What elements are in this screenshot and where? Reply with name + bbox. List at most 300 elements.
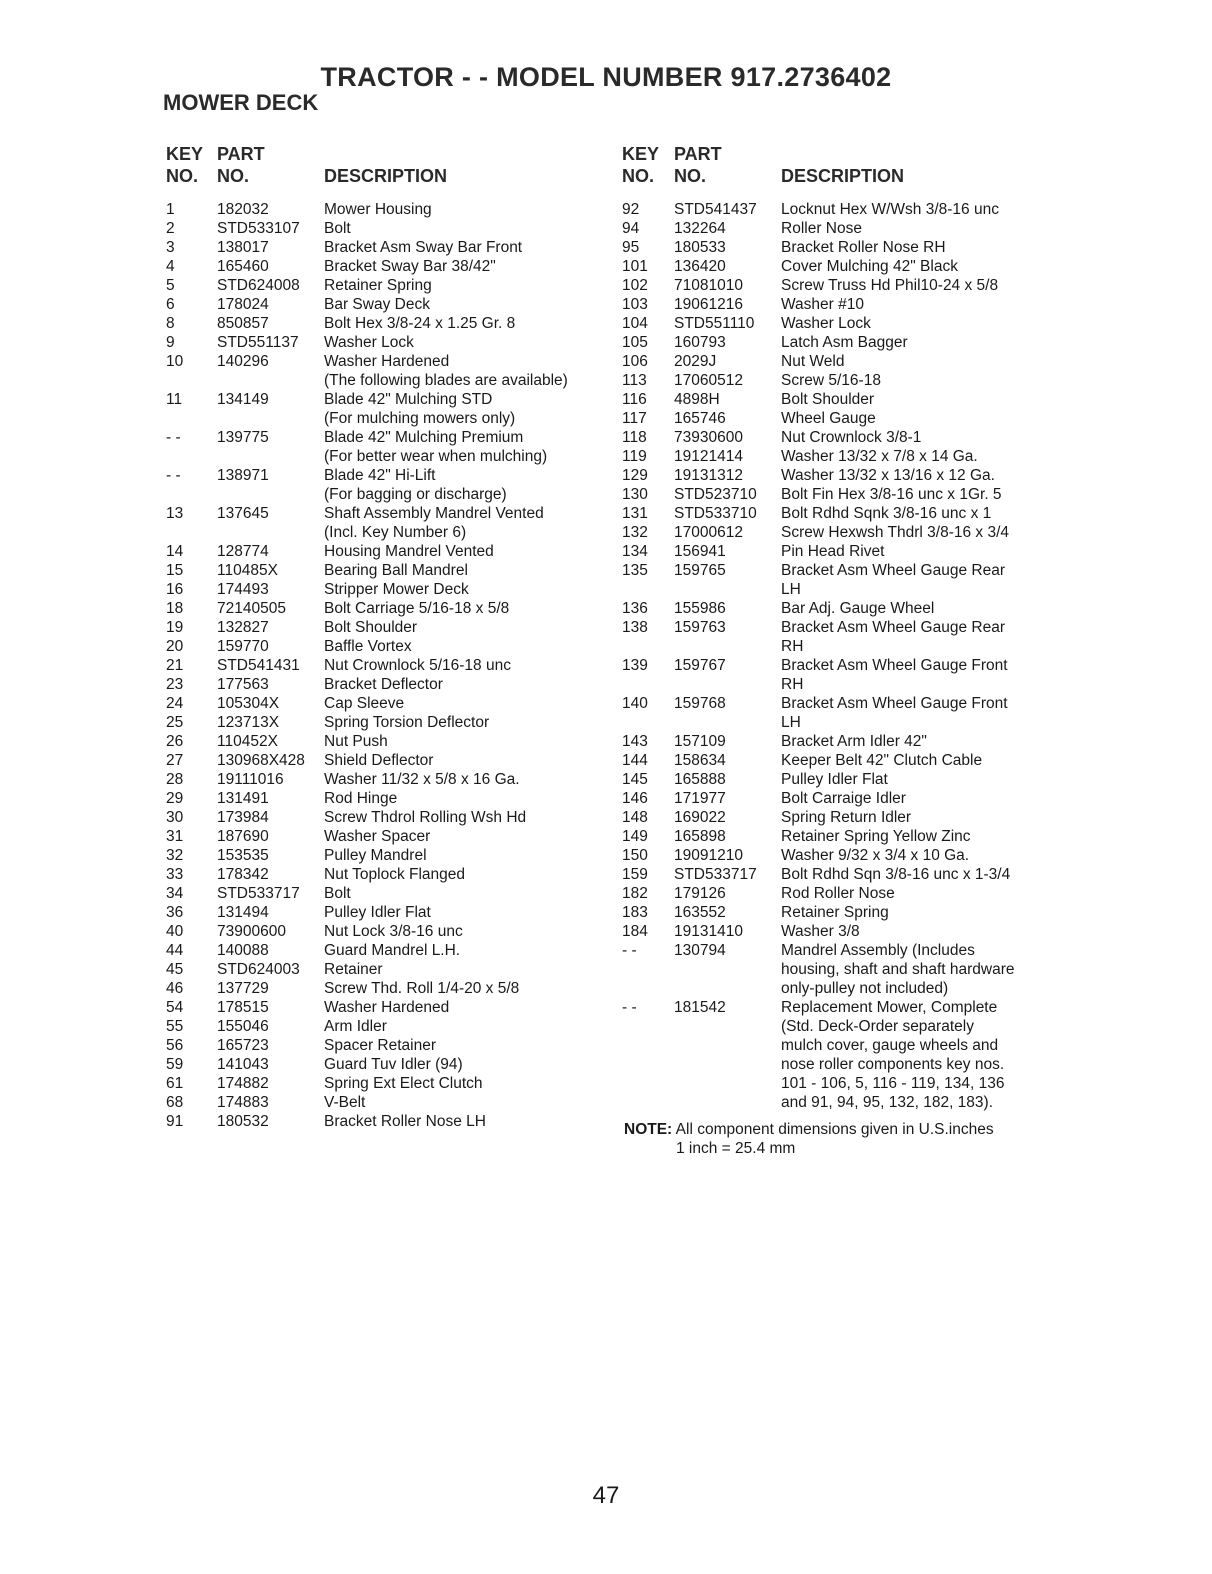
part-description: Arm Idler <box>324 1018 387 1035</box>
key-number: 138 <box>622 619 648 636</box>
key-number: 144 <box>622 752 648 769</box>
part-number: STD541431 <box>217 657 300 674</box>
part-description: housing, shaft and shaft hardware <box>781 961 1015 978</box>
part-description: Bolt <box>324 220 351 237</box>
table-row <box>163 333 613 352</box>
key-number: 8 <box>166 315 175 332</box>
part-description: Washer 9/32 x 3/4 x 10 Ga. <box>781 847 970 864</box>
key-number: - - <box>622 999 637 1016</box>
key-number: 5 <box>166 277 175 294</box>
part-number: 165723 <box>217 1037 269 1054</box>
part-description: Pulley Idler Flat <box>324 904 431 921</box>
header-key: KEY <box>166 144 204 164</box>
part-number: 19121414 <box>674 448 743 465</box>
part-description: Nut Push <box>324 733 388 750</box>
key-number: 31 <box>166 828 184 845</box>
key-number: 16 <box>166 581 184 598</box>
part-number: 4898H <box>674 391 720 408</box>
part-description: Bearing Ball Mandrel <box>324 562 468 579</box>
table-row <box>163 656 613 675</box>
key-number: 45 <box>166 961 184 978</box>
part-number: 178515 <box>217 999 269 1016</box>
key-number: 103 <box>622 296 648 313</box>
part-number: 137645 <box>217 505 269 522</box>
table-row <box>621 960 1051 979</box>
part-number: 19091210 <box>674 847 743 864</box>
part-description: Bracket Asm Wheel Gauge Rear <box>781 619 1005 636</box>
part-number: STD533710 <box>674 505 757 522</box>
key-number: 28 <box>166 771 184 788</box>
table-row <box>621 371 1051 390</box>
table-row <box>621 618 1051 637</box>
table-row <box>621 295 1051 314</box>
table-row <box>163 599 613 618</box>
part-description: Pulley Idler Flat <box>781 771 888 788</box>
table-row <box>621 808 1051 827</box>
part-description: (For bagging or discharge) <box>324 486 507 503</box>
table-row <box>621 542 1051 561</box>
part-number: 138971 <box>217 467 269 484</box>
part-number: 123713X <box>217 714 280 731</box>
table-row <box>621 1036 1051 1055</box>
table-row <box>621 846 1051 865</box>
key-number: 148 <box>622 809 648 826</box>
part-number: 136420 <box>674 258 726 275</box>
part-number: 137729 <box>217 980 269 997</box>
part-number: 171977 <box>674 790 726 807</box>
table-row <box>621 1017 1051 1036</box>
key-number: 102 <box>622 277 648 294</box>
key-number: 3 <box>166 239 175 256</box>
table-row <box>163 789 613 808</box>
part-description: Blade 42" Mulching Premium <box>324 429 524 446</box>
part-number: 165460 <box>217 258 269 275</box>
part-number: 73930600 <box>674 429 743 446</box>
key-number: 34 <box>166 885 184 902</box>
part-description: Bolt Rdhd Sqnk 3/8-16 unc x 1 <box>781 505 992 522</box>
key-number: 44 <box>166 942 184 959</box>
table-row <box>163 295 613 314</box>
dimension-note <box>624 1120 994 1158</box>
table-row <box>621 732 1051 751</box>
key-number: 182 <box>622 885 648 902</box>
table-row <box>163 276 613 295</box>
part-description: Bolt Carraige Idler <box>781 790 906 807</box>
key-number: 11 <box>166 391 183 408</box>
part-description: Bracket Asm Wheel Gauge Front <box>781 695 1008 712</box>
part-description: Washer Hardened <box>324 353 450 370</box>
note-text: All component dimensions given in U.S.inches <box>675 1121 994 1138</box>
key-number: 25 <box>166 714 184 731</box>
part-number: 159767 <box>674 657 726 674</box>
part-number: 169022 <box>674 809 726 826</box>
part-description: Spring Return Idler <box>781 809 912 826</box>
table-row <box>163 732 613 751</box>
part-number: 130794 <box>674 942 726 959</box>
part-description: Mandrel Assembly (Includes <box>781 942 975 959</box>
part-description: Mower Housing <box>324 201 432 218</box>
part-description: Spacer Retainer <box>324 1037 437 1054</box>
part-number: 173984 <box>217 809 269 826</box>
key-number: - - <box>166 429 181 446</box>
part-number: 132827 <box>217 619 269 636</box>
page-number: 47 <box>592 1482 620 1509</box>
part-description: Retainer Spring <box>781 904 889 921</box>
part-description: RH <box>781 638 804 655</box>
table-row <box>163 428 613 447</box>
key-number: 10 <box>166 353 184 370</box>
part-number: 177563 <box>217 676 269 693</box>
table-row <box>163 1036 613 1055</box>
key-number: 14 <box>166 543 184 560</box>
part-number: 73900600 <box>217 923 286 940</box>
table-row <box>621 1055 1051 1074</box>
key-number: 139 <box>622 657 648 674</box>
key-number: 91 <box>166 1113 184 1130</box>
part-number: 158634 <box>674 752 726 769</box>
table-row <box>621 314 1051 333</box>
table-row <box>163 314 613 333</box>
table-row <box>163 865 613 884</box>
table-row <box>621 523 1051 542</box>
key-number: 26 <box>166 733 184 750</box>
table-row <box>621 219 1051 238</box>
part-number: 180533 <box>674 239 726 256</box>
part-description: Bracket Asm Wheel Gauge Rear <box>781 562 1005 579</box>
part-number: 71081010 <box>674 277 743 294</box>
key-number: 135 <box>622 562 648 579</box>
table-row <box>163 466 613 485</box>
table-row <box>163 808 613 827</box>
table-row <box>163 447 613 466</box>
part-number: 174883 <box>217 1094 269 1111</box>
part-description: Retainer Spring Yellow Zinc <box>781 828 971 845</box>
table-row <box>621 922 1051 941</box>
part-description: Pulley Mandrel <box>324 847 427 864</box>
key-number: 30 <box>166 809 184 826</box>
part-description: Bar Sway Deck <box>324 296 430 313</box>
table-row <box>621 561 1051 580</box>
parts-column-right <box>621 144 1051 1112</box>
part-description: Roller Nose <box>781 220 862 237</box>
header-key-no: NO. <box>166 166 199 186</box>
part-description: Blade 42" Mulching STD <box>324 391 493 408</box>
part-number: 179126 <box>674 885 726 902</box>
column-header <box>163 144 613 192</box>
part-description: and 91, 94, 95, 132, 182, 183). <box>781 1094 994 1111</box>
part-description: RH <box>781 676 804 693</box>
table-row <box>621 257 1051 276</box>
part-description: Bracket Asm Sway Bar Front <box>324 239 523 256</box>
key-number: 149 <box>622 828 648 845</box>
part-description: 101 - 106, 5, 116 - 119, 134, 136 <box>781 1075 1005 1092</box>
header-key-no: NO. <box>622 166 655 186</box>
column-header <box>621 144 1051 192</box>
part-number: 110485X <box>217 562 278 579</box>
parts-list-right <box>621 200 1051 1112</box>
table-row <box>621 428 1051 447</box>
part-number: 130968X428 <box>217 752 305 769</box>
key-number: 140 <box>622 695 648 712</box>
part-description: Wheel Gauge <box>781 410 876 427</box>
table-row <box>163 675 613 694</box>
table-row <box>621 238 1051 257</box>
part-number: 180532 <box>217 1113 269 1130</box>
part-number: STD551137 <box>217 334 299 351</box>
part-description: Bolt Carriage 5/16-18 x 5/8 <box>324 600 510 617</box>
key-number: 59 <box>166 1056 184 1073</box>
table-row <box>163 846 613 865</box>
part-description: Replacement Mower, Complete <box>781 999 998 1016</box>
table-row <box>621 789 1051 808</box>
part-number: 155046 <box>217 1018 269 1035</box>
part-number: 187690 <box>217 828 269 845</box>
part-description: Retainer <box>324 961 383 978</box>
table-row <box>621 409 1051 428</box>
key-number: 129 <box>622 467 648 484</box>
table-row <box>621 903 1051 922</box>
part-description: only-pulley not included) <box>781 980 949 997</box>
table-row <box>621 770 1051 789</box>
key-number: 32 <box>166 847 184 864</box>
part-description: Blade 42" Hi-Lift <box>324 467 436 484</box>
key-number: 4 <box>166 258 175 275</box>
table-row <box>621 485 1051 504</box>
part-number: 174493 <box>217 581 269 598</box>
table-row <box>621 998 1051 1017</box>
parts-list-left <box>163 200 613 1131</box>
part-description: Washer 11/32 x 5/8 x 16 Ga. <box>324 771 520 788</box>
table-row <box>163 523 613 542</box>
part-number: 178024 <box>217 296 269 313</box>
table-row <box>621 276 1051 295</box>
table-row <box>163 998 613 1017</box>
part-number: 132264 <box>674 220 726 237</box>
part-description: Cover Mulching 42" Black <box>781 258 958 275</box>
part-description: Spring Ext Elect Clutch <box>324 1075 483 1092</box>
part-number: 153535 <box>217 847 269 864</box>
table-row <box>163 200 613 219</box>
table-row <box>621 884 1051 903</box>
part-number: STD551110 <box>674 315 755 332</box>
part-number: 850857 <box>217 315 269 332</box>
key-number: 183 <box>622 904 648 921</box>
key-number: 19 <box>166 619 184 636</box>
part-number: STD533717 <box>674 866 757 883</box>
key-number: 61 <box>166 1075 184 1092</box>
part-description: Housing Mandrel Vented <box>324 543 494 560</box>
key-number: 143 <box>622 733 648 750</box>
key-number: 13 <box>166 505 184 522</box>
part-description: Bracket Arm Idler 42" <box>781 733 927 750</box>
table-row <box>621 865 1051 884</box>
table-row <box>621 694 1051 713</box>
part-description: Keeper Belt 42" Clutch Cable <box>781 752 983 769</box>
table-row <box>621 713 1051 732</box>
part-description: Nut Lock 3/8-16 unc <box>324 923 463 940</box>
table-row <box>621 751 1051 770</box>
part-number: 134149 <box>217 391 269 408</box>
header-key: KEY <box>622 144 660 164</box>
table-row <box>163 257 613 276</box>
table-row <box>163 371 613 390</box>
part-number: 128774 <box>217 543 269 560</box>
part-description: Latch Asm Bagger <box>781 334 908 351</box>
part-description: Washer Hardened <box>324 999 450 1016</box>
key-number: 23 <box>166 676 184 693</box>
table-row <box>621 504 1051 523</box>
table-row <box>621 941 1051 960</box>
part-number: 140088 <box>217 942 269 959</box>
part-description: Locknut Hex W/Wsh 3/8-16 unc <box>781 201 999 218</box>
table-row <box>163 390 613 409</box>
part-number: STD624008 <box>217 277 300 294</box>
part-number: 131491 <box>217 790 269 807</box>
part-description: mulch cover, gauge wheels and <box>781 1037 999 1054</box>
table-row <box>163 238 613 257</box>
part-description: Bolt Hex 3/8-24 x 1.25 Gr. 8 <box>324 315 516 332</box>
part-description: Nut Weld <box>781 353 845 370</box>
header-part: PART <box>217 144 265 164</box>
table-row <box>621 599 1051 618</box>
header-description: DESCRIPTION <box>324 166 448 186</box>
key-number: 101 <box>622 258 648 275</box>
part-number: STD624003 <box>217 961 300 978</box>
part-description: Washer Lock <box>324 334 414 351</box>
key-number: 104 <box>622 315 648 332</box>
part-description: Shaft Assembly Mandrel Vented <box>324 505 544 522</box>
part-description: Bar Adj. Gauge Wheel <box>781 600 935 617</box>
part-number: 159765 <box>674 562 726 579</box>
part-description: Bolt <box>324 885 351 902</box>
table-row <box>163 219 613 238</box>
parts-column-left <box>163 144 613 1131</box>
key-number: 18 <box>166 600 184 617</box>
table-row <box>163 618 613 637</box>
key-number: 33 <box>166 866 184 883</box>
part-description: Nut Crownlock 3/8-1 <box>781 429 922 446</box>
part-number: 159763 <box>674 619 726 636</box>
part-description: Bracket Asm Wheel Gauge Front <box>781 657 1008 674</box>
part-number: 17060512 <box>674 372 743 389</box>
table-row <box>163 1055 613 1074</box>
part-number: 131494 <box>217 904 269 921</box>
part-description: Bracket Roller Nose RH <box>781 239 946 256</box>
part-description: Retainer Spring <box>324 277 432 294</box>
part-description: LH <box>781 581 801 598</box>
part-description: Washer 13/32 x 7/8 x 14 Ga. <box>781 448 978 465</box>
key-number: 117 <box>622 410 647 427</box>
table-row <box>163 485 613 504</box>
key-number: 130 <box>622 486 648 503</box>
key-number: 159 <box>622 866 648 883</box>
part-description: Shield Deflector <box>324 752 434 769</box>
section-title: MOWER DECK <box>163 90 319 115</box>
part-description: Rod Roller Nose <box>781 885 895 902</box>
table-row <box>163 770 613 789</box>
part-description: Washer Spacer <box>324 828 431 845</box>
key-number: 40 <box>166 923 184 940</box>
part-number: STD523710 <box>674 486 757 503</box>
part-number: 165888 <box>674 771 726 788</box>
part-description: Bracket Roller Nose LH <box>324 1113 486 1130</box>
part-number: 174882 <box>217 1075 269 1092</box>
part-description: Spring Torsion Deflector <box>324 714 490 731</box>
table-row <box>163 1093 613 1112</box>
part-description: (For mulching mowers only) <box>324 410 516 427</box>
key-number: 21 <box>166 657 184 674</box>
part-description: Guard Tuv Idler (94) <box>324 1056 463 1073</box>
table-row <box>163 694 613 713</box>
part-description: Washer #10 <box>781 296 864 313</box>
part-description: Washer 13/32 x 13/16 x 12 Ga. <box>781 467 995 484</box>
key-number: 54 <box>166 999 184 1016</box>
table-row <box>621 675 1051 694</box>
part-description: Pin Head Rivet <box>781 543 885 560</box>
key-number: 20 <box>166 638 184 655</box>
table-row <box>163 580 613 599</box>
table-row <box>163 979 613 998</box>
part-description: (The following blades are available) <box>324 372 568 389</box>
key-number: 24 <box>166 695 184 712</box>
part-description: Cap Sleeve <box>324 695 405 712</box>
table-row <box>163 941 613 960</box>
table-row <box>163 827 613 846</box>
key-number: 95 <box>622 239 640 256</box>
key-number: 113 <box>622 372 647 389</box>
header-part-no: NO. <box>674 166 707 186</box>
part-description: Bolt Shoulder <box>781 391 875 408</box>
header-description: DESCRIPTION <box>781 166 905 186</box>
key-number: 105 <box>622 334 648 351</box>
part-number: 19131312 <box>674 467 743 484</box>
part-description: LH <box>781 714 801 731</box>
part-number: STD533107 <box>217 220 300 237</box>
table-row <box>163 1112 613 1131</box>
key-number: - - <box>166 467 181 484</box>
part-number: 72140505 <box>217 600 286 617</box>
table-row <box>621 200 1051 219</box>
table-row <box>621 656 1051 675</box>
key-number: 132 <box>622 524 648 541</box>
part-description: Bolt Rdhd Sqn 3/8-16 unc x 1-3/4 <box>781 866 1011 883</box>
part-number: 139775 <box>217 429 269 446</box>
table-row <box>163 352 613 371</box>
part-number: 105304X <box>217 695 280 712</box>
part-number: 19061216 <box>674 296 743 313</box>
table-row <box>163 504 613 523</box>
table-row <box>621 390 1051 409</box>
part-number: 160793 <box>674 334 726 351</box>
table-row <box>163 960 613 979</box>
part-description: Guard Mandrel L.H. <box>324 942 461 959</box>
table-row <box>621 580 1051 599</box>
part-number: 159770 <box>217 638 269 655</box>
part-number: STD533717 <box>217 885 300 902</box>
key-number: 46 <box>166 980 184 997</box>
part-number: 181542 <box>674 999 726 1016</box>
table-row <box>621 827 1051 846</box>
key-number: 106 <box>622 353 648 370</box>
table-row <box>163 409 613 428</box>
table-row <box>163 903 613 922</box>
part-number: 140296 <box>217 353 269 370</box>
table-row <box>621 352 1051 371</box>
part-description: Bracket Sway Bar 38/42" <box>324 258 496 275</box>
table-row <box>163 884 613 903</box>
part-number: 157109 <box>674 733 726 750</box>
table-row <box>163 561 613 580</box>
